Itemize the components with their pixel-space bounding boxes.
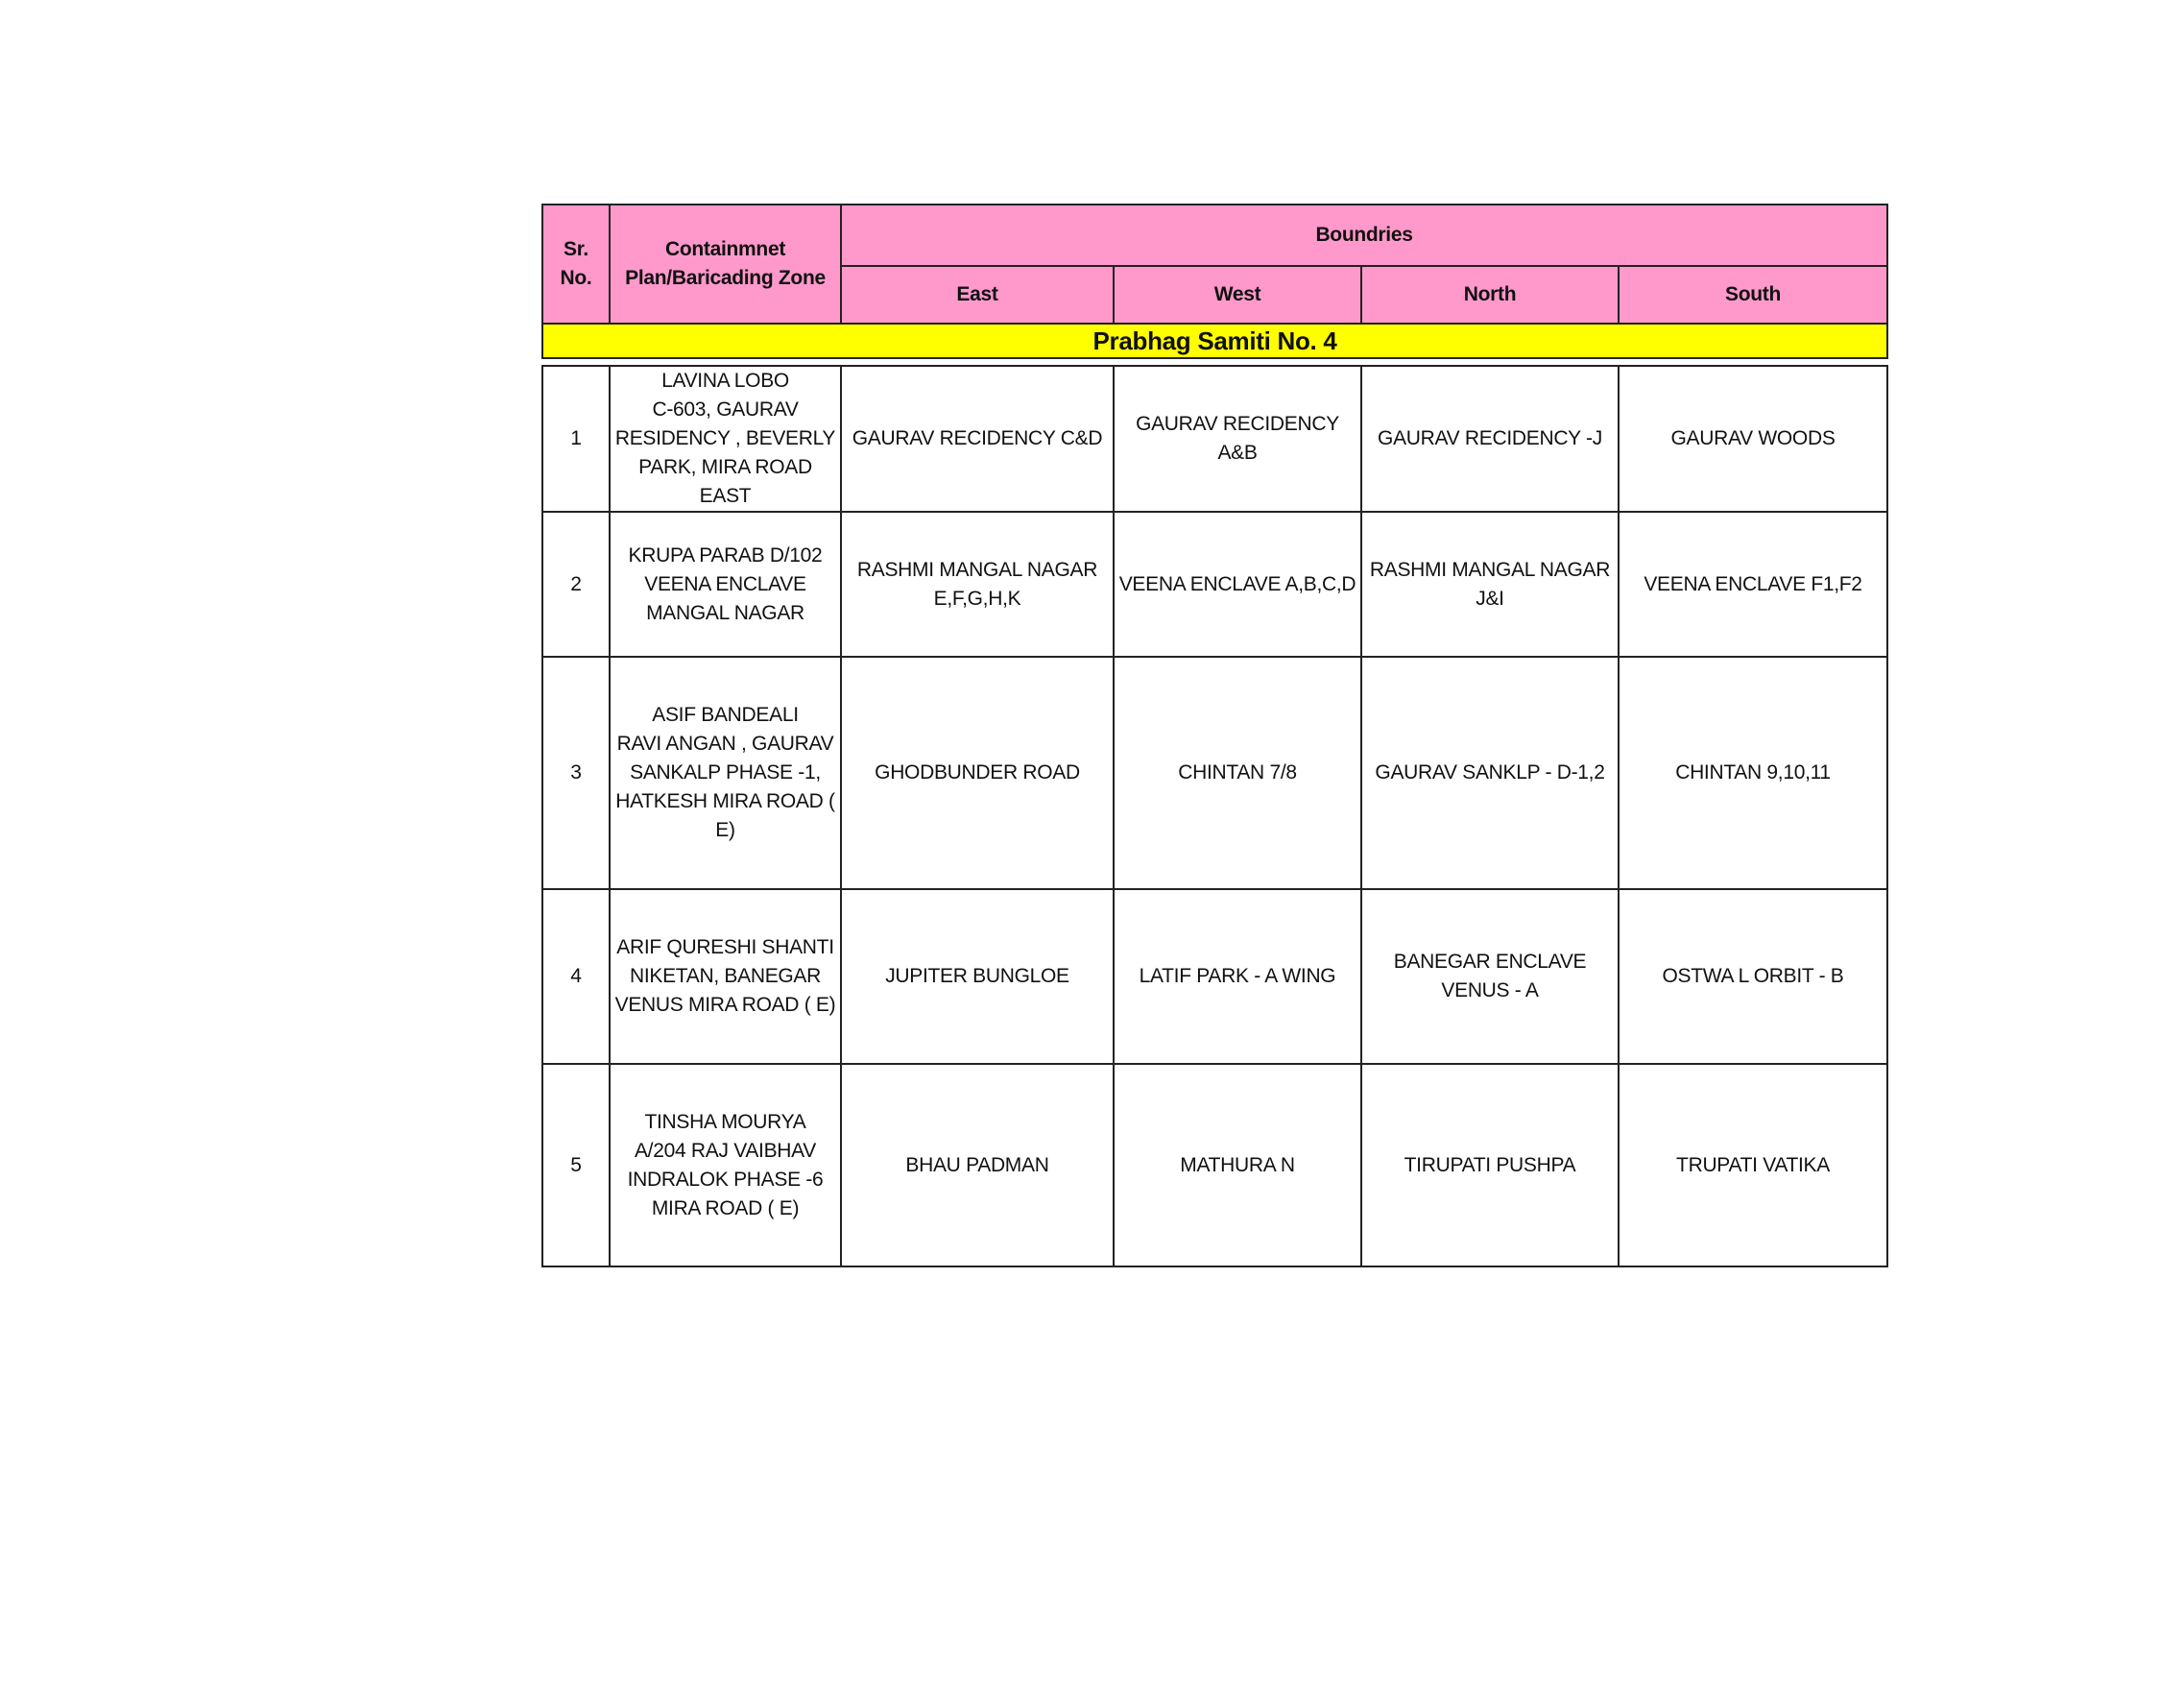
cell-west: LATIF PARK - A WING <box>1114 889 1361 1064</box>
containment-table-sheet <box>541 204 1886 1267</box>
cell-west: GAURAV RECIDENCY A&B <box>1114 366 1361 512</box>
header-south: South <box>1619 266 1887 324</box>
table-row <box>542 657 1887 889</box>
cell-north: GAURAV SANKLP - D-1,2 <box>1361 657 1619 889</box>
header-east: East <box>841 266 1114 324</box>
cell-west: MATHURA N <box>1114 1064 1361 1266</box>
cell-zone: KRUPA PARAB D/102 VEENA ENCLAVE MANGAL NAGAR <box>610 512 841 657</box>
header-row-top <box>542 205 1887 266</box>
cell-sr: 1 <box>542 366 610 512</box>
header-west: West <box>1114 266 1361 324</box>
cell-zone: TINSHA MOURYA A/204 RAJ VAIBHAV INDRALOK PHASE -6 MIRA ROAD ( E) <box>610 1064 841 1266</box>
cell-south: TRUPATI VATIKA <box>1619 1064 1887 1266</box>
cell-sr: 3 <box>542 657 610 889</box>
cell-sr: 5 <box>542 1064 610 1266</box>
header-north: North <box>1361 266 1619 324</box>
section-row <box>542 324 1887 358</box>
cell-south: GAURAV WOODS <box>1619 366 1887 512</box>
table-row <box>542 366 1887 512</box>
cell-zone: ARIF QURESHI SHANTI NIKETAN, BANEGAR VENUS MIRA ROAD ( E) <box>610 889 841 1064</box>
cell-east: RASHMI MANGAL NAGAR E,F,G,H,K <box>841 512 1114 657</box>
cell-north: RASHMI MANGAL NAGAR J&I <box>1361 512 1619 657</box>
cell-east: BHAU PADMAN <box>841 1064 1114 1266</box>
section-spacer <box>542 358 1887 366</box>
header-boundries: Boundries <box>841 205 1887 266</box>
cell-west: CHINTAN 7/8 <box>1114 657 1361 889</box>
table-row <box>542 512 1887 657</box>
section-title: Prabhag Samiti No. 4 <box>542 324 1887 358</box>
header-zone: Containmnet Plan/Baricading Zone <box>610 205 841 324</box>
cell-north: TIRUPATI PUSHPA <box>1361 1064 1619 1266</box>
table-row <box>542 1064 1887 1266</box>
cell-south: VEENA ENCLAVE F1,F2 <box>1619 512 1887 657</box>
cell-east: JUPITER BUNGLOE <box>841 889 1114 1064</box>
cell-south: CHINTAN 9,10,11 <box>1619 657 1887 889</box>
cell-east: GHODBUNDER ROAD <box>841 657 1114 889</box>
cell-north: GAURAV RECIDENCY -J <box>1361 366 1619 512</box>
cell-west: VEENA ENCLAVE A,B,C,D <box>1114 512 1361 657</box>
cell-south: OSTWA L ORBIT - B <box>1619 889 1887 1064</box>
spacer-cell <box>542 358 1887 366</box>
table-row <box>542 889 1887 1064</box>
cell-zone: LAVINA LOBO C-603, GAURAV RESIDENCY , BEVERLY PARK, MIRA ROAD EAST <box>610 366 841 512</box>
cell-east: GAURAV RECIDENCY C&D <box>841 366 1114 512</box>
cell-sr: 4 <box>542 889 610 1064</box>
cell-north: BANEGAR ENCLAVE VENUS - A <box>1361 889 1619 1064</box>
cell-zone: ASIF BANDEALI RAVI ANGAN , GAURAV SANKALP PHASE -1, HATKESH MIRA ROAD ( E) <box>610 657 841 889</box>
header-sr-no: Sr. No. <box>542 205 610 324</box>
cell-sr: 2 <box>542 512 610 657</box>
containment-table <box>541 204 1888 1267</box>
